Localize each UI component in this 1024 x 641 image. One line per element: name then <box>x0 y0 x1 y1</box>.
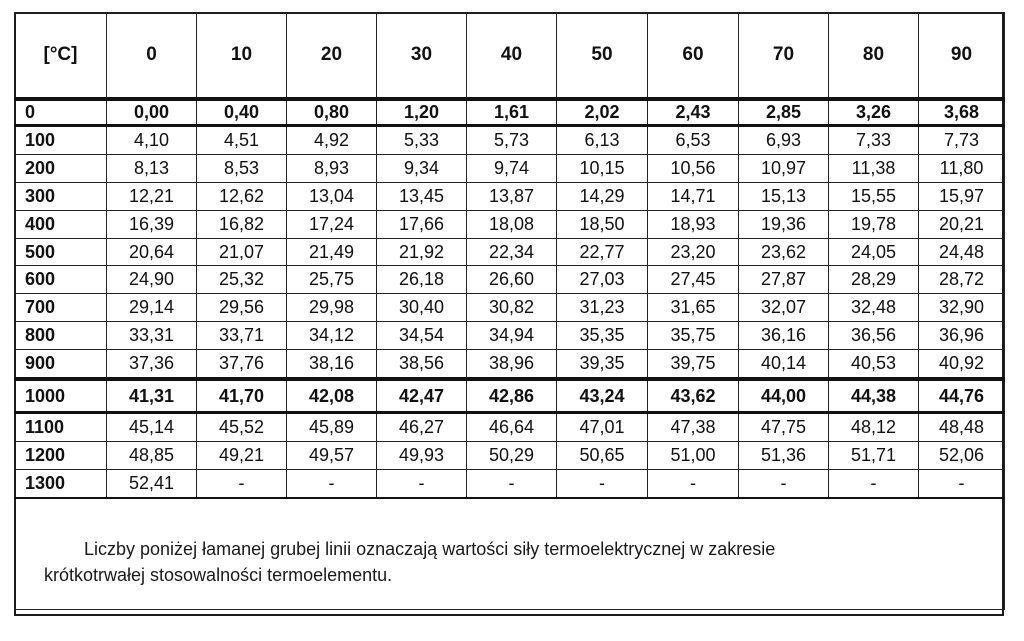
table-cell: 28,72 <box>919 266 1005 294</box>
table-row <box>15 322 1005 350</box>
table-cell: 31,23 <box>557 294 648 322</box>
table-cell: 6,93 <box>739 126 829 155</box>
table-cell: 47,75 <box>739 413 829 442</box>
table-cell: 7,73 <box>919 126 1005 155</box>
table-cell: 22,34 <box>467 238 557 266</box>
table-cell: - <box>648 469 739 497</box>
table-row <box>15 469 1005 497</box>
column-header: 10 <box>197 13 287 100</box>
table-cell: 36,56 <box>829 322 919 350</box>
table-cell: 42,08 <box>287 379 377 413</box>
table-cell: 42,86 <box>467 379 557 413</box>
table-cell: - <box>197 469 287 497</box>
footnote <box>44 536 974 588</box>
table-cell: 1,61 <box>467 99 557 126</box>
footnote-line: Liczby poniżej łamanej grubej linii oznaczają wartości siły termoelektrycznej w zakresie <box>84 539 776 559</box>
table-cell: 24,05 <box>829 238 919 266</box>
table-cell: 10,15 <box>557 154 648 182</box>
table-cell: 18,50 <box>557 210 648 238</box>
row-header: 900 <box>15 350 107 379</box>
table-cell: 8,93 <box>287 154 377 182</box>
table-cell: 49,21 <box>197 441 287 469</box>
table-cell: 48,48 <box>919 413 1005 442</box>
table-cell: 23,20 <box>648 238 739 266</box>
table-cell: 3,26 <box>829 99 919 126</box>
table-cell: 16,39 <box>107 210 197 238</box>
row-header: 1300 <box>15 469 107 497</box>
table-row <box>15 126 1005 155</box>
table-cell: 45,52 <box>197 413 287 442</box>
corner-header: [°C] <box>15 13 107 100</box>
table-row <box>15 350 1005 379</box>
table-cell: 34,94 <box>467 322 557 350</box>
table-cell: 23,62 <box>739 238 829 266</box>
row-header: 200 <box>15 154 107 182</box>
table-cell: 16,82 <box>197 210 287 238</box>
table-cell: 14,29 <box>557 182 648 210</box>
table-cell: 47,38 <box>648 413 739 442</box>
table-cell: - <box>287 469 377 497</box>
table-cell: 11,80 <box>919 154 1005 182</box>
table-cell: 6,13 <box>557 126 648 155</box>
table-cell: 46,27 <box>377 413 467 442</box>
table-cell: 33,31 <box>107 322 197 350</box>
table-cell: 14,71 <box>648 182 739 210</box>
table-cell: 5,73 <box>467 126 557 155</box>
table-cell: 33,71 <box>197 322 287 350</box>
table-cell: 11,38 <box>829 154 919 182</box>
table-cell: 13,87 <box>467 182 557 210</box>
table-cell: 21,92 <box>377 238 467 266</box>
table-cell: 32,48 <box>829 294 919 322</box>
table-cell: - <box>557 469 648 497</box>
row-header: 1000 <box>15 379 107 413</box>
table-cell: 36,96 <box>919 322 1005 350</box>
table-cell: 34,12 <box>287 322 377 350</box>
footnote-line: krótkotrwałej stosowalności termoelementu. <box>44 565 393 585</box>
table-row <box>15 182 1005 210</box>
column-header: 0 <box>107 13 197 100</box>
header-row <box>15 13 1005 100</box>
table-cell: 52,41 <box>107 469 197 497</box>
table-cell: 9,34 <box>377 154 467 182</box>
table-cell: 2,02 <box>557 99 648 126</box>
row-header: 1100 <box>15 413 107 442</box>
row-header: 400 <box>15 210 107 238</box>
table-cell: 18,93 <box>648 210 739 238</box>
table-cell: 35,75 <box>648 322 739 350</box>
table-cell: 50,65 <box>557 441 648 469</box>
table-cell: 18,08 <box>467 210 557 238</box>
table-cell: 45,89 <box>287 413 377 442</box>
table-cell: 13,04 <box>287 182 377 210</box>
table-cell: 24,90 <box>107 266 197 294</box>
table-row <box>15 154 1005 182</box>
table-cell: 38,56 <box>377 350 467 379</box>
table-cell: 19,78 <box>829 210 919 238</box>
table-cell: 44,00 <box>739 379 829 413</box>
table-cell: 0,00 <box>107 99 197 126</box>
table-cell: 40,92 <box>919 350 1005 379</box>
table-body <box>15 99 1005 609</box>
table-cell: 39,75 <box>648 350 739 379</box>
table-cell: 8,13 <box>107 154 197 182</box>
table-cell: 15,97 <box>919 182 1005 210</box>
thermocouple-table <box>14 12 1005 610</box>
table-cell: 30,82 <box>467 294 557 322</box>
table-cell: 2,43 <box>648 99 739 126</box>
table-cell: 46,64 <box>467 413 557 442</box>
table-cell: - <box>919 469 1005 497</box>
table-cell: 4,92 <box>287 126 377 155</box>
table-cell: 20,21 <box>919 210 1005 238</box>
table-cell: 24,48 <box>919 238 1005 266</box>
table-cell: 25,75 <box>287 266 377 294</box>
row-header: 600 <box>15 266 107 294</box>
table-cell: 21,07 <box>197 238 287 266</box>
table-cell: 27,45 <box>648 266 739 294</box>
row-header: 1200 <box>15 441 107 469</box>
table-row <box>15 379 1005 413</box>
table-cell: 29,14 <box>107 294 197 322</box>
row-header: 800 <box>15 322 107 350</box>
table-cell: 15,55 <box>829 182 919 210</box>
column-header: 50 <box>557 13 648 100</box>
table-cell: 27,03 <box>557 266 648 294</box>
table-cell: 29,56 <box>197 294 287 322</box>
table-cell: 43,24 <box>557 379 648 413</box>
table-cell: 15,13 <box>739 182 829 210</box>
column-header: 80 <box>829 13 919 100</box>
table-cell: 51,36 <box>739 441 829 469</box>
table-cell: 25,32 <box>197 266 287 294</box>
table-cell: 43,62 <box>648 379 739 413</box>
table-cell: 45,14 <box>107 413 197 442</box>
table-cell: 1,20 <box>377 99 467 126</box>
table-cell: 17,66 <box>377 210 467 238</box>
column-header: 90 <box>919 13 1005 100</box>
table-cell: 34,54 <box>377 322 467 350</box>
table-cell: 21,49 <box>287 238 377 266</box>
row-header: 700 <box>15 294 107 322</box>
column-header: 30 <box>377 13 467 100</box>
table-cell: - <box>739 469 829 497</box>
table-cell: 31,65 <box>648 294 739 322</box>
table-cell: 8,53 <box>197 154 287 182</box>
table-cell: 40,14 <box>739 350 829 379</box>
table-cell: 52,06 <box>919 441 1005 469</box>
table-cell: 32,90 <box>919 294 1005 322</box>
table-cell: 32,07 <box>739 294 829 322</box>
table-cell: 36,16 <box>739 322 829 350</box>
table-cell: - <box>467 469 557 497</box>
table-cell: 3,68 <box>919 99 1005 126</box>
table-cell: 4,51 <box>197 126 287 155</box>
table-row <box>15 294 1005 322</box>
column-header: 70 <box>739 13 829 100</box>
table-cell: 12,21 <box>107 182 197 210</box>
table-cell: - <box>829 469 919 497</box>
table-cell: 0,40 <box>197 99 287 126</box>
table-row <box>15 210 1005 238</box>
row-header: 0 <box>15 99 107 126</box>
table-row <box>15 238 1005 266</box>
table-cell: 51,00 <box>648 441 739 469</box>
row-header: 100 <box>15 126 107 155</box>
table-cell: 17,24 <box>287 210 377 238</box>
table-cell: 10,97 <box>739 154 829 182</box>
table-row <box>15 441 1005 469</box>
table-cell: 49,57 <box>287 441 377 469</box>
table-cell: 42,47 <box>377 379 467 413</box>
table-cell: 7,33 <box>829 126 919 155</box>
column-header: 40 <box>467 13 557 100</box>
table-cell: 37,76 <box>197 350 287 379</box>
row-header: 300 <box>15 182 107 210</box>
table-cell: - <box>377 469 467 497</box>
table-cell: 38,16 <box>287 350 377 379</box>
table-cell: 39,35 <box>557 350 648 379</box>
table-cell: 50,29 <box>467 441 557 469</box>
table-cell: 29,98 <box>287 294 377 322</box>
table-cell: 10,56 <box>648 154 739 182</box>
column-header: 20 <box>287 13 377 100</box>
table-cell: 22,77 <box>557 238 648 266</box>
table-cell: 6,53 <box>648 126 739 155</box>
table-cell: 20,64 <box>107 238 197 266</box>
table-row <box>15 266 1005 294</box>
table-cell: 28,29 <box>829 266 919 294</box>
table-cell: 37,36 <box>107 350 197 379</box>
table-cell: 48,85 <box>107 441 197 469</box>
table-cell: 35,35 <box>557 322 648 350</box>
table-cell: 9,74 <box>467 154 557 182</box>
table-cell: 12,62 <box>197 182 287 210</box>
table-cell: 30,40 <box>377 294 467 322</box>
table-cell: 2,85 <box>739 99 829 126</box>
table-cell: 0,80 <box>287 99 377 126</box>
table-cell: 4,10 <box>107 126 197 155</box>
column-header: 60 <box>648 13 739 100</box>
table-cell: 13,45 <box>377 182 467 210</box>
table-cell: 5,33 <box>377 126 467 155</box>
table-cell: 44,76 <box>919 379 1005 413</box>
table-cell: 40,53 <box>829 350 919 379</box>
table-cell: 19,36 <box>739 210 829 238</box>
table-cell: 27,87 <box>739 266 829 294</box>
table-cell: 48,12 <box>829 413 919 442</box>
table-row <box>15 99 1005 126</box>
table-cell: 41,31 <box>107 379 197 413</box>
table-row <box>15 413 1005 442</box>
row-header: 500 <box>15 238 107 266</box>
table-cell: 41,70 <box>197 379 287 413</box>
table-cell: 38,96 <box>467 350 557 379</box>
table-cell: 26,60 <box>467 266 557 294</box>
table-cell: 26,18 <box>377 266 467 294</box>
table-cell: 47,01 <box>557 413 648 442</box>
table-cell: 49,93 <box>377 441 467 469</box>
table-cell: 51,71 <box>829 441 919 469</box>
table-cell: 44,38 <box>829 379 919 413</box>
